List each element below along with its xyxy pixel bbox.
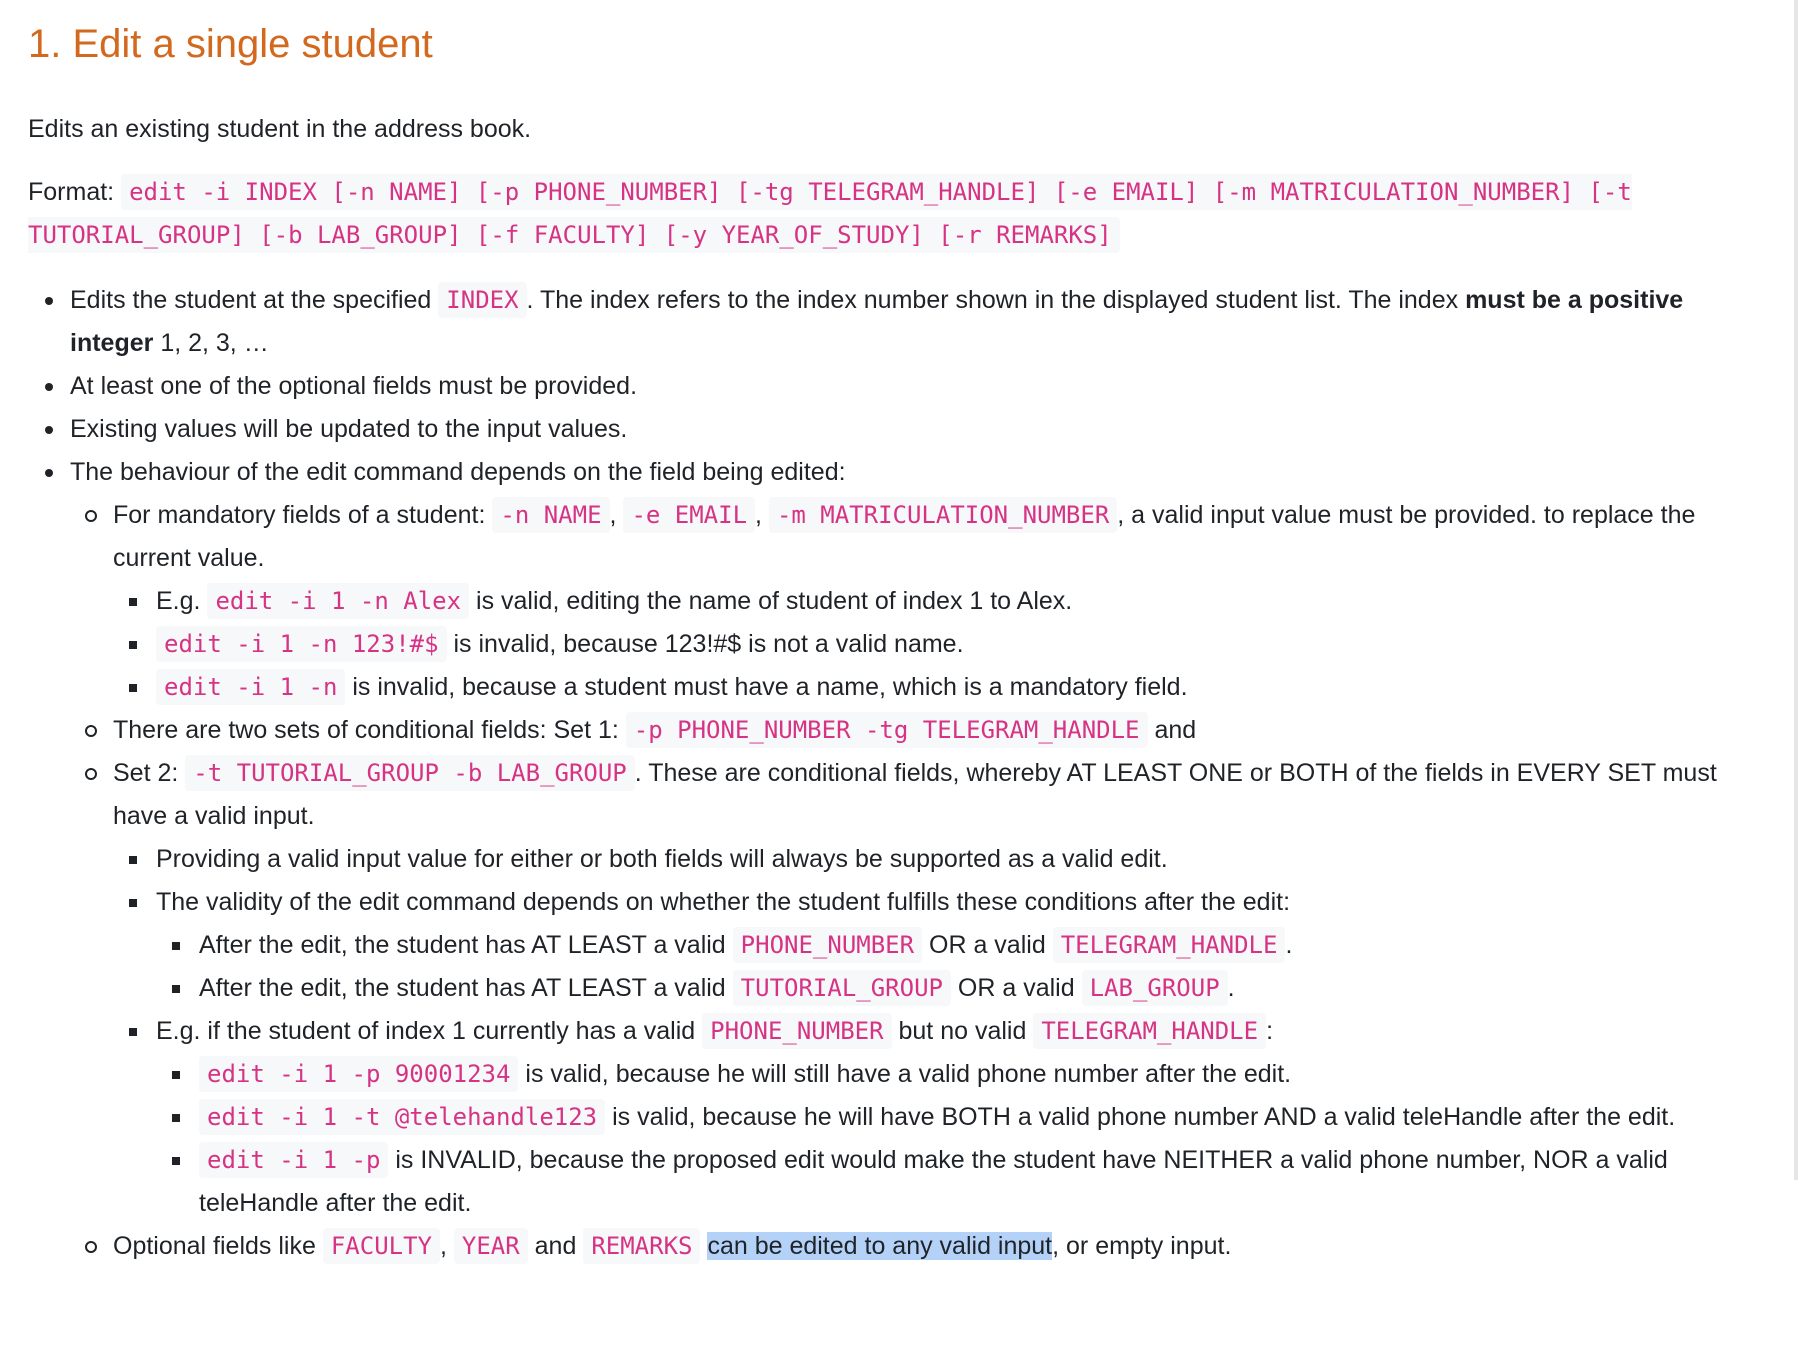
inline-code: INDEX: [438, 282, 526, 318]
inline-code: FACULTY: [323, 1228, 440, 1264]
inline-code: REMARKS: [583, 1228, 700, 1264]
inline-code: PHONE_NUMBER: [702, 1013, 891, 1049]
inline-code: edit -i 1 -p 90001234: [199, 1056, 518, 1092]
inline-code: -p PHONE_NUMBER -tg TELEGRAM_HANDLE: [626, 712, 1148, 748]
inline-code: PHONE_NUMBER: [733, 927, 922, 963]
inline-code: TELEGRAM_HANDLE: [1053, 927, 1286, 963]
list-item: Optional fields like FACULTY , YEAR and REMARKS can be edited to any valid input, or empty input.: [70, 1225, 1768, 1268]
list-item: E.g. if the student of index 1 currently has a valid PHONE_NUMBER but no valid TELEGRAM_HANDLE : edit -i 1 -p 90001234 is valid, because he will still have a valid phone number after the edit. edit -i 1 -t @telehandle123 is valid, because he will have BOTH a valid phone number AND a valid teleHandle after the edit. edit -i 1 -p is INVALID, because the proposed edit would make the student have NEITHER a valid phone number, NOR a valid teleHandle after the edit.: [113, 1010, 1768, 1225]
sub-sub-sub-list: [156, 924, 1768, 1010]
list-item: The validity of the edit command depends on whether the student fulfills these conditions after the edit: After the edit, the student has AT LEAST a valid PHONE_NUMBER OR a valid TELEGRAM_HANDLE . After the edit, the student has AT LEAST a valid TUTORIAL_GROUP OR a valid LAB_GROUP .: [113, 881, 1768, 1010]
intro-text: Edits an existing student in the address book.: [28, 115, 532, 143]
inline-code: -e EMAIL: [623, 497, 755, 533]
list-item: There are two sets of conditional fields: Set 1: -p PHONE_NUMBER -tg TELEGRAM_HANDLE and: [70, 709, 1768, 752]
section-heading: 1. Edit a single student: [28, 22, 433, 66]
bold-text: must be a positive integer: [70, 286, 1684, 357]
format-code: edit -i INDEX [-n NAME] [-p PHONE_NUMBER] [-tg TELEGRAM_HANDLE] [-e EMAIL] [-m MATRICULATION_NUMBER] [-t TUTORIAL_GROUP] [-b LAB_GROUP] [-f FACULTY] [-y YEAR_OF_STUDY] [-r REMARKS]: [28, 174, 1632, 253]
format-line: [28, 171, 1768, 257]
list-item: After the edit, the student has AT LEAST a valid TUTORIAL_GROUP OR a valid LAB_GROUP .: [156, 967, 1768, 1010]
inline-code: -m MATRICULATION_NUMBER: [769, 497, 1117, 533]
content: [28, 8, 1768, 1268]
inline-code: TUTORIAL_GROUP: [733, 970, 951, 1006]
list-item: E.g. edit -i 1 -n Alex is valid, editing the name of student of index 1 to Alex.: [113, 580, 1768, 623]
scrollbar[interactable]: [1794, 0, 1798, 1180]
inline-code: -t TUTORIAL_GROUP -b LAB_GROUP: [185, 755, 634, 791]
main-bullet-list: [28, 279, 1768, 1268]
list-item: The behaviour of the edit command depends on the field being edited: For mandatory fields of a student: -n NAME , -e EMAIL , -m MATRICULATION_NUMBER , a valid input value must be provided. to replace the current value. E.g. edit -i 1 -n Alex is valid, editing the name of student of index 1 to Alex. edit -i 1 -n 123!#$ is invalid, because 123!#$ is not a valid name. edit -i 1 -n is invalid, because a student must have a name, which is a mandatory field. There are two sets of conditional fields: Set 1: -p PHONE_NUMBER -tg TELEGRAM_HANDLE and Set 2: -t TUTORIAL_GROUP -b LAB_GROUP . These are conditional fields, whereby AT LEAST ONE or BOTH of the fields in EVERY SET must have a valid input. Providing a valid input value for either or both fields will always be supported as a valid edit. The validity of the edit command depends on whether the student fulfills these conditions after the edit: After the edit, the student has AT LEAST a valid PHONE_NUMBER OR a valid TELEGRAM_HANDLE . After the edit, the student has AT LEAST a valid TUTORIAL_GROUP OR a valid LAB_GROUP . E.g. if the student of index 1 currently has a valid PHONE_NUMBER but no valid TELEGRAM_HANDLE : edit -i 1 -p 90001234 is valid, because he will still have a valid phone number after the edit. edit -i 1 -t @telehandle123 is valid, because he will have BOTH a valid phone number AND a valid teleHandle after the edit. edit -i 1 -p is INVALID, because the proposed edit would make the student have NEITHER a valid phone number, NOR a valid teleHandle after the edit. Optional fields like FACULTY , YEAR and REMARKS can be edited to any valid input, or empty input.: [28, 451, 1768, 1268]
list-item: edit -i 1 -p 90001234 is valid, because he will still have a valid phone number after the edit.: [156, 1053, 1768, 1096]
inline-code: TELEGRAM_HANDLE: [1033, 1013, 1266, 1049]
sub-sub-list: [113, 838, 1768, 1225]
inline-code: LAB_GROUP: [1082, 970, 1228, 1006]
list-item: For mandatory fields of a student: -n NAME , -e EMAIL , -m MATRICULATION_NUMBER , a valid input value must be provided. to replace the current value. E.g. edit -i 1 -n Alex is valid, editing the name of student of index 1 to Alex. edit -i 1 -n 123!#$ is invalid, because 123!#$ is not a valid name. edit -i 1 -n is invalid, because a student must have a name, which is a mandatory field.: [70, 494, 1768, 709]
text-selection-highlight: can be edited to any valid input: [707, 1232, 1053, 1260]
list-item: Providing a valid input value for either or both fields will always be supported as a valid edit.: [113, 838, 1768, 881]
list-item: edit -i 1 -t @telehandle123 is valid, because he will have BOTH a valid phone number AND a valid teleHandle after the edit.: [156, 1096, 1768, 1139]
inline-code: edit -i 1 -n 123!#$: [156, 626, 447, 662]
list-item: Existing values will be updated to the input values.: [28, 408, 1768, 451]
list-item: edit -i 1 -n 123!#$ is invalid, because 123!#$ is not a valid name.: [113, 623, 1768, 666]
sub-list: [70, 494, 1768, 1268]
inline-code: edit -i 1 -p: [199, 1142, 388, 1178]
sub-sub-sub-list: [156, 1053, 1768, 1225]
list-item: After the edit, the student has AT LEAST a valid PHONE_NUMBER OR a valid TELEGRAM_HANDLE .: [156, 924, 1768, 967]
inline-code: edit -i 1 -t @telehandle123: [199, 1099, 605, 1135]
list-item: Set 2: -t TUTORIAL_GROUP -b LAB_GROUP . These are conditional fields, whereby AT LEAST ONE or BOTH of the fields in EVERY SET must have a valid input. Providing a valid input value for either or both fields will always be supported as a valid edit. The validity of the edit command depends on whether the student fulfills these conditions after the edit: After the edit, the student has AT LEAST a valid PHONE_NUMBER OR a valid TELEGRAM_HANDLE . After the edit, the student has AT LEAST a valid TUTORIAL_GROUP OR a valid LAB_GROUP . E.g. if the student of index 1 currently has a valid PHONE_NUMBER but no valid TELEGRAM_HANDLE : edit -i 1 -p 90001234 is valid, because he will still have a valid phone number after the edit. edit -i 1 -t @telehandle123 is valid, because he will have BOTH a valid phone number AND a valid teleHandle after the edit. edit -i 1 -p is INVALID, because the proposed edit would make the student have NEITHER a valid phone number, NOR a valid teleHandle after the edit.: [70, 752, 1768, 1225]
list-item: At least one of the optional fields must be provided.: [28, 365, 1768, 408]
inline-code: edit -i 1 -n: [156, 669, 345, 705]
format-label: Format:: [28, 178, 115, 206]
list-item: Edits the student at the specified INDEX . The index refers to the index number shown in the displayed student list. The index must be a positive integer 1, 2, 3, …: [28, 279, 1768, 365]
inline-code: -n NAME: [492, 497, 609, 533]
inline-code: edit -i 1 -n Alex: [207, 583, 469, 619]
inline-code: YEAR: [454, 1228, 528, 1264]
sub-sub-list: [113, 580, 1768, 709]
list-item: edit -i 1 -n is invalid, because a student must have a name, which is a mandatory field.: [113, 666, 1768, 709]
list-item: edit -i 1 -p is INVALID, because the proposed edit would make the student have NEITHER a valid phone number, NOR a valid teleHandle after the edit.: [156, 1139, 1768, 1225]
